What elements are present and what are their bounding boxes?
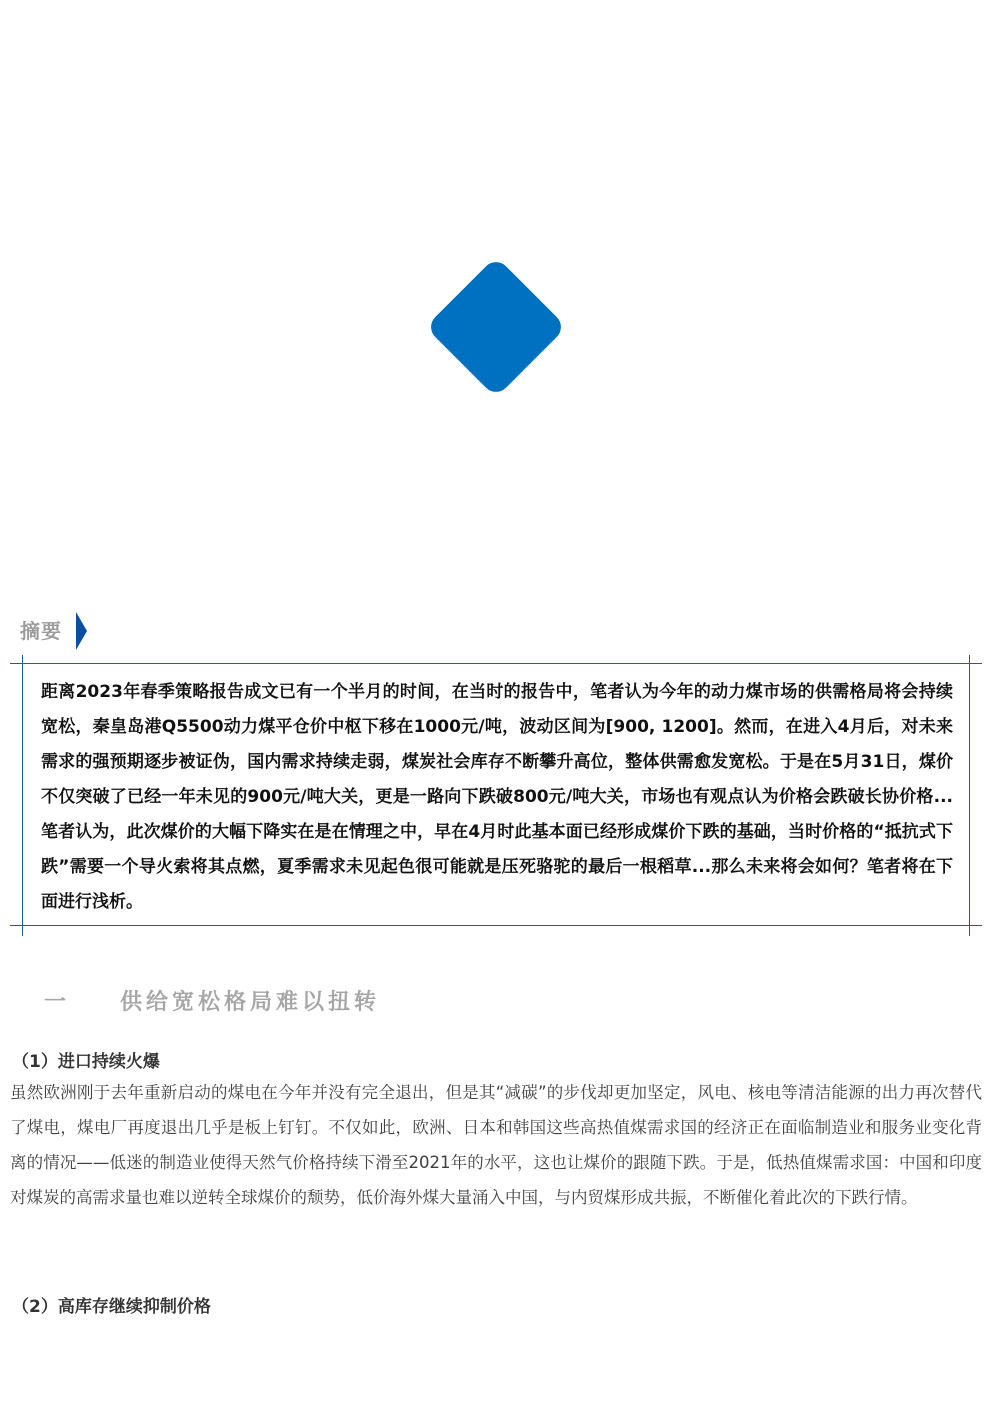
abstract-right-border xyxy=(969,655,970,936)
body-paragraph-import: 虽然欧洲刚于去年重新启动的煤电在今年并没有完全退出，但是其“减碳”的步伐却更加坚定，风电、核电等清洁能源的出力再次替代了煤电，煤电厂再度退出几乎是板上钉钉。不仅如此，欧洲、日本和韩国这些高热值煤需求国的经济正在面临制造业和服务业变化背离的情况——低迷的制造业使得天然气价格持续下滑至2021年的水平，这也让煤价的跟随下跌。于是，低热值煤需求国：中国和印度对煤炭的高需求量也难以逆转全球煤价的颓势，低价海外煤大量涌入中国，与内贸煤形成共振，不断催化着此次的下跌行情。 xyxy=(10,1083,982,1207)
abstract-arrow-icon xyxy=(76,612,87,650)
section-title: 供给宽松格局难以扭转 xyxy=(120,990,381,1015)
subheading-inventory: （2）高库存继续抑制价格 xyxy=(12,1297,211,1317)
subheading-import: （1）进口持续火爆 xyxy=(12,1052,160,1072)
abstract-bottom-border xyxy=(10,925,982,926)
abstract-top-border xyxy=(10,663,982,664)
abstract-left-border xyxy=(22,655,23,936)
section-number: 一 xyxy=(44,990,67,1015)
abstract-label: 摘要 xyxy=(20,619,62,643)
cover-diamond-icon xyxy=(425,256,566,397)
abstract-text: 距离2023年春季策略报告成文已有一个半月的时间，在当时的报告中，笔者认为今年的动力煤市场的供需格局将会持续宽松，秦皇岛港Q5500动力煤平仓价中枢下移在1000元/吨，波动区间为[900, 1200]。然而，在进入4月后，对未来需求的强预期逐步被证伪，国内需求持续走弱，煤炭社会库存不断攀升高位，整体供需愈发宽松。于是在5月31日，煤价不仅突破了已经一年未见的900元/吨大关，更是一路向下跌破800元/吨大关，市场也有观点认为价格会跌破长协价格...笔者认为，此次煤价的大幅下降实在是在情理之中，早在4月时此基本面已经形成煤价下跌的基础，当时价格的“抵抗式下跌”需要一个导火索将其点燃，夏季需求未见起色很可能就是压死骆驼的最后一根稻草...那么未来将会如何？笔者将在下面进行浅析。 xyxy=(41,682,953,912)
